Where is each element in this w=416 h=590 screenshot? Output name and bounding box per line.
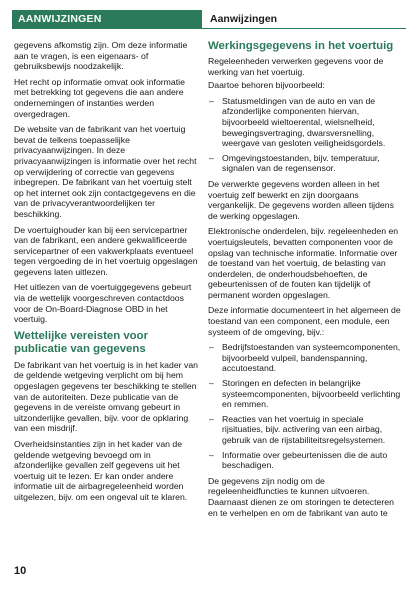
bullet-list (208, 96, 402, 174)
list-item: – Omgevingstoestanden, bijv. temperatuur, signalen van de regensensor. (208, 153, 402, 174)
paragraph: Daartoe behoren bijvoorbeeld: (208, 80, 325, 91)
bullet-list (208, 342, 402, 471)
list-item: – Reacties van het voertuig in speciale rijsituaties, bijv. activering van een airbag, gebruik van de rijstabiliteitsregelsystemen. (208, 414, 402, 446)
list-item: – Informatie over gebeurtenissen die de auto beschadigen. (208, 450, 402, 471)
right-column (208, 40, 402, 523)
section-heading: Wettelijke vereisten voor publicatie van gegevens (14, 329, 149, 355)
header-rule (202, 28, 406, 29)
section-tab: AANWIJZINGEN (12, 10, 202, 29)
list-item: – Statusmeldingen van de auto en van de afzonderlijke componenten hiervan, bijvoorbeeld wieltoerental, wielsnelheid, bewegingsvertraging, dwarsversnelling, weergave van gesloten veiligheidsgordels. (208, 96, 402, 149)
paragraph: Het uitlezen van de voertuiggegevens gebeurt via de wettelijk voorgeschreven contactdoos voor de On-Board-Diagnose OBD in het voertuig. (14, 282, 192, 325)
left-column (14, 40, 198, 508)
paragraph: Overheidsinstanties zijn in het kader van de geldende wetgeving bevoegd om in afzonderlijke gevallen zelf gegevens uit het voertuig uit te lezen. Er kan onder andere informatie uit de airbagregeleenheid worden uitgelezen, bijv. om een ongeval uit te klaren. (14, 439, 188, 502)
section-heading: Werkingsgegevens in het voertuig (208, 40, 394, 52)
list-item: – Storingen en defecten in belangrijke systeemcomponenten, bijvoorbeeld verlichting en remmen. (208, 378, 402, 410)
paragraph: Elektronische onderdelen, bijv. regeleenheden en voertuigsleutels, bevatten componenten voor de opslag van technische informatie. Informatie over de toestand van het voertuig, de belasting van onderdelen, de onderhoudsbehoeften, de gebeurtenissen of de fouten kan tijdelijk of permanent worden opgeslagen. (208, 226, 399, 300)
paragraph: De gegevens zijn nodig om de regeleenheidfuncties te kunnen uitvoeren. Daarnaast dienen ze om storingen te detecteren en te verhelpen en om de fabrikant van auto te (208, 475, 394, 518)
paragraph: Deze informatie documenteert in het algemeen de toestand van een component, een module, een systeem of de omgeving, bijv.: (208, 305, 401, 337)
paragraph: De fabrikant van het voertuig is in het kader van de geldende wetgeving verplicht om bij hem opgeslagen gegevens ter beschikking te stellen van de autoriteiten. Deze publicatie van de gegevens in de vereiste omvang gebeurt in uitzonderlijke gevallen, bijv. voor de opklaring van een misdrijf. (14, 359, 198, 434)
list-item: – Bedrijfstoestanden van systeemcomponenten, bijvoorbeeld vulpeil, bandenspanning, accutoestand. (208, 342, 402, 374)
page-header (12, 10, 406, 29)
paragraph: De website van de fabrikant van het voertuig bevat de telkens toepasselijke privacyaanwijzingen. In deze privacyaanwijzingen is informatie over het recht op verwijdering of correctie van gegevens inbegrepen. De fabrikant van het voertuig stelt op het internet ook zijn contactgegevens en die van de privacyverantwoordelijken ter beschikking. (14, 124, 197, 219)
paragraph: gegevens afkomstig zijn. Om deze informatie aan te vragen, is een eigenaars- of gebruiksbewijs noodzakelijk. (14, 40, 188, 72)
paragraph: De verwerkte gegevens worden alleen in het voertuig zelf bewerkt en zijn doorgaans vergankelijk. De gegevens worden alleen tijdens de werking opgeslagen. (208, 178, 394, 221)
paragraph: Regeleenheden verwerken gegevens voor de werking van het voertuig. (208, 56, 384, 77)
paragraph: De voertuighouder kan bij een servicepartner van de fabrikant, een andere gekwalificeerde servicepartner of een vakwerkplaats eventueel tegen vergoeding de in het voertuig opgeslagen gegevens laten uitlezen. (14, 224, 198, 277)
page-number: 10 (14, 565, 27, 577)
paragraph: Het recht op informatie omvat ook informatie met betrekking tot gegevens die aan andere ondernemingen of instanties werden overgedragen. (14, 76, 185, 119)
header-title: Aanwijzingen (210, 13, 278, 25)
